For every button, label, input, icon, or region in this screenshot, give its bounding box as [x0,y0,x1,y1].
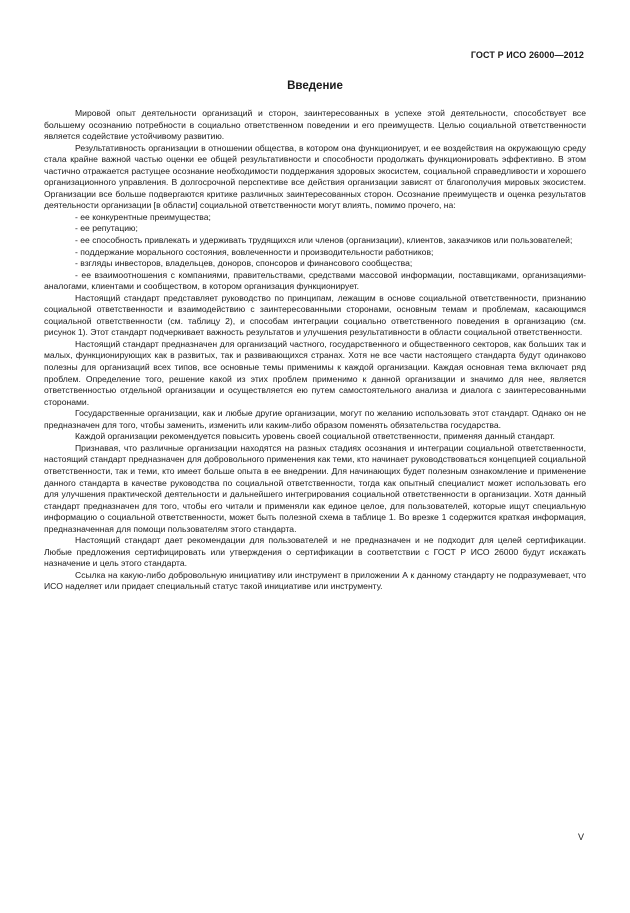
paragraph: Каждой организации рекомендуется повысить уровень своей социальной ответственности, применяя данный стандарт. [75,431,555,442]
list-item: - ее способность привлекать и удерживать трудящихся или членов (организации), клиентов, заказчиков или пользователей; [75,235,573,246]
paragraph: Государственные организации, как и любые другие организации, могут по желанию использовать этот стандарт. Однако он не предназначен для того, чтобы заменить, изменить или каким-либо образом поменять обязательства государства. [44,408,586,430]
paragraph: Настоящий стандарт представляет руководство по принципам, лежащим в основе социальной ответственности, признанию социальной ответственности и взаимодействию с заинтересованными сторонами, основным темам и проблемам, касающимся социальной ответственности (см. таблицу 2), и способам интеграции социально ответственного поведения в организацию (см. рисунок 1). Этот стандарт подчеркивает важность результатов и улучшения результативности в области социальной ответственности. [44,292,586,338]
standard-header: ГОСТ Р ИСО 26000—2012 [470,50,584,60]
list-item: - ее репутацию; [75,223,138,234]
paragraph: Мировой опыт деятельности организаций и сторон, заинтересованных в успехе этой деятельности, способствует все большему осознанию потребности в социально ответственном поведении и его преимуществ. Целью социальной ответственности является содействие устойчивому развитию. [44,108,586,142]
list-item: - ее взаимоотношения с компаниями, правительствами, средствами массовой информации, поставщиками, организациями-аналогами, клиентами и сообществом, в котором организация функционирует. [44,269,586,292]
paragraph: Ссылка на какую-либо добровольную инициативу или инструмент в приложении А к данному стандарту не подразумевает, что ИСО наделяет или придает специальный статус такой инициативе или инструменту. [44,569,586,592]
list-item: - поддержание морального состояния, вовлеченности и производительности работников; [75,246,434,257]
list-item: - взгляды инвесторов, владельцев, доноров, спонсоров и финансового сообщества; [75,258,413,269]
paragraph: Настоящий стандарт предназначен для организаций частного, государственного и общественного секторов, как больших так и малых, функционирующих как в развитых, так и развивающихся странах. Хотя не все части настоящего стандарта будут одинаково полезны для организаций всех типов, все основные темы применимы к каждой организации. Каждая основная тема включает ряд проблем. Определение того, решение какой из этих проблем применимо к данной организации и значимо для нее, является ответственностью отдельной организации и осуществляется ею путем самостоятельного анализа и диалога с заинтересованными сторонами. [44,338,586,407]
page-title: Введение [287,80,343,92]
paragraph: Результативность организации в отношении общества, в котором она функционирует, и ее воздействия на окружающую среду стала крайне важной частью оценки ее общей результативности и способности продолжать функционировать эффективно. В этом частично отражается растущее осознание необходимости поддержания здоровых экосистем, социальной справедливости и хорошего организационного управления. В долгосрочной перспективе все действия организации зависят от благополучия мировых экосистем. Организации все больше подвергаются критике различных заинтересованных сторон. Осознание преимуществ и оценка результатов деятельности организации [в области] социальной ответственности могут влиять, помимо прочего, на: [44,142,586,211]
page-number: V [577,832,584,842]
paragraph: Настоящий стандарт дает рекомендации для пользователей и не предназначен и не подходит для целей сертификации. Любые предложения сертифицировать или утверждения о сертификации в соответствии с ГОСТ Р ИСО 26000 будут искажать назначение и цель этого стандарта. [44,535,586,569]
paragraph: Признавая, что различные организации находятся на разных стадиях осознания и интеграции социальной ответственности, настоящий стандарт предназначен для добровольного применения как теми, кто начинает руководствоваться концепцией социальной ответственности, так и теми, кто имеет больше опыта в ее внедрении. Для начинающих будет полезным ознакомление и применение данного стандарта в качестве руководства по социальной ответственности, тогда как опытный специалист может использовать его для улучшения практической деятельности и дальнейшего интегрирования социальной ответственности в организации. Хотя данный стандарт предназначен для того, чтобы его читали и применяли как единое целое, для пользователей, которые ищут специальную информацию о социальной ответственности, может быть полезной схема в таблице 1. Во врезке 1 содержится краткая информация, предназначенная для помощи пользователям этого стандарта. [44,442,586,534]
body-text [44,108,586,593]
list-item: - ее конкурентные преимущества; [75,211,211,222]
